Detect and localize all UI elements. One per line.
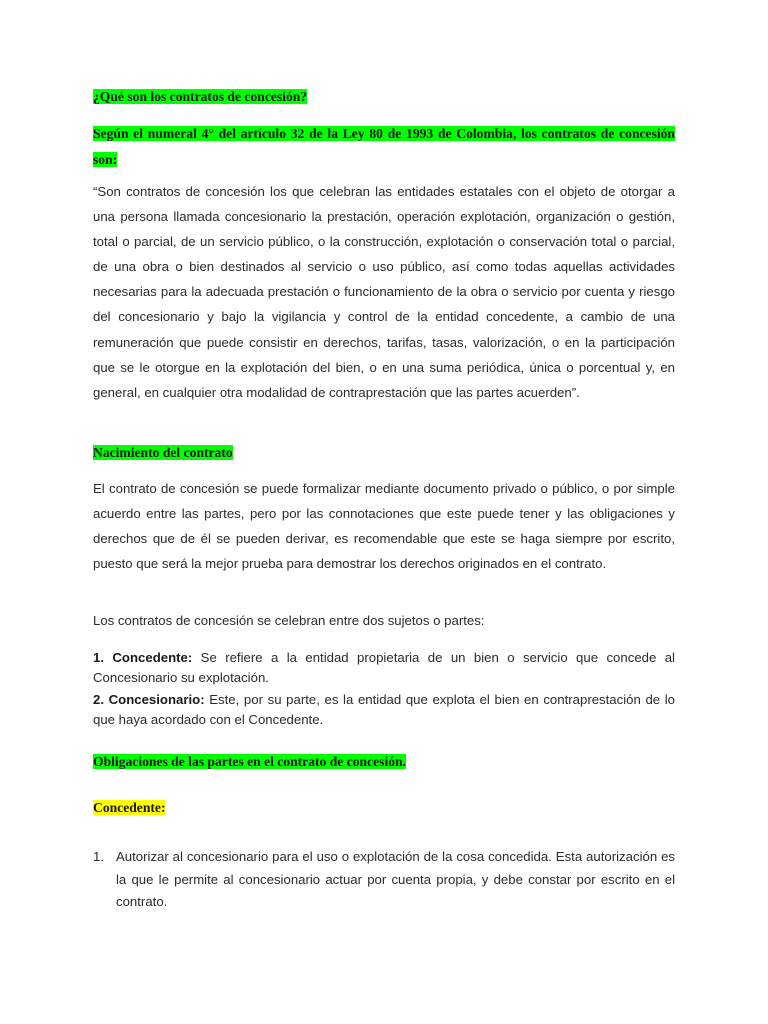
- list-item: Autorizar al concesionario para el uso o explotación de la cosa concedida. Esta autorización es la que le permite al concesionario actuar por cuenta propia, y debe constar por escrito en el contrato.: [116, 849, 675, 909]
- party-concesionario: [93, 690, 675, 729]
- party-concedente: [93, 648, 675, 687]
- heading-obligations: Obligaciones de las partes en el contrato de concesión.: [93, 754, 407, 769]
- paragraph-formalization: El contrato de concesión se puede formalizar mediante documento privado o público, o por simple acuerdo entre las partes, pero por las connotaciones que este puede tener y las obligaciones y derechos que de él se pueden derivar, es recomendable que este se haga siempre por escrito, puesto que será la mejor prueba para demostrar los derechos originados en el contrato.: [93, 481, 675, 572]
- list-item-number: 1.: [93, 849, 104, 864]
- party-concesionario-text: Este, por su parte, es la entidad que explota el bien en contraprestación de lo que haya acordado con el Concedente.: [93, 692, 676, 727]
- heading-legal-definition: Según el numeral 4° del artículo 32 de la Ley 80 de 1993 de Colombia, los contratos de concesión son:: [93, 126, 675, 167]
- heading-what-are-concession-contracts: ¿Qué son los contratos de concesión?: [93, 89, 308, 104]
- party-concesionario-label: 2. Concesionario:: [93, 692, 205, 707]
- paragraph-two-parties: Los contratos de concesión se celebran entre dos sujetos o partes:: [93, 613, 485, 628]
- party-concedente-text: Se refiere a la entidad propietaria de un bien o servicio que concede al Concesionario su explotación.: [93, 650, 675, 685]
- party-concedente-label: 1. Concedente:: [93, 650, 193, 665]
- heading-contract-origin: Nacimiento del contrato: [93, 445, 233, 460]
- quote-paragraph: “Son contratos de concesión los que celebran las entidades estatales con el objeto de otorgar a una persona llamada concesionario la prestación, operación explotación, organización o gestión, total o parcial, de un servicio público, o la construcción, explotación o conservación total o parcial, de una obra o bien destinados al servicio o uso público, así como todas aquellas actividades necesarias para la adecuada prestación o funcionamiento de la obra o servicio por cuenta y riesgo del concesionario y bajo la vigilancia y control de la entidad concedente, a cambio de una remuneración que puede consistir en derechos, tarifas, tasas, valorización, o en la participación que se le otorgue en la explotación del bien, o en una suma periódica, única o porcentual y, en general, en cualquier otra modalidad de contraprestación que las partes acuerden”.: [93, 184, 675, 400]
- heading-concedente: Concedente:: [93, 800, 166, 815]
